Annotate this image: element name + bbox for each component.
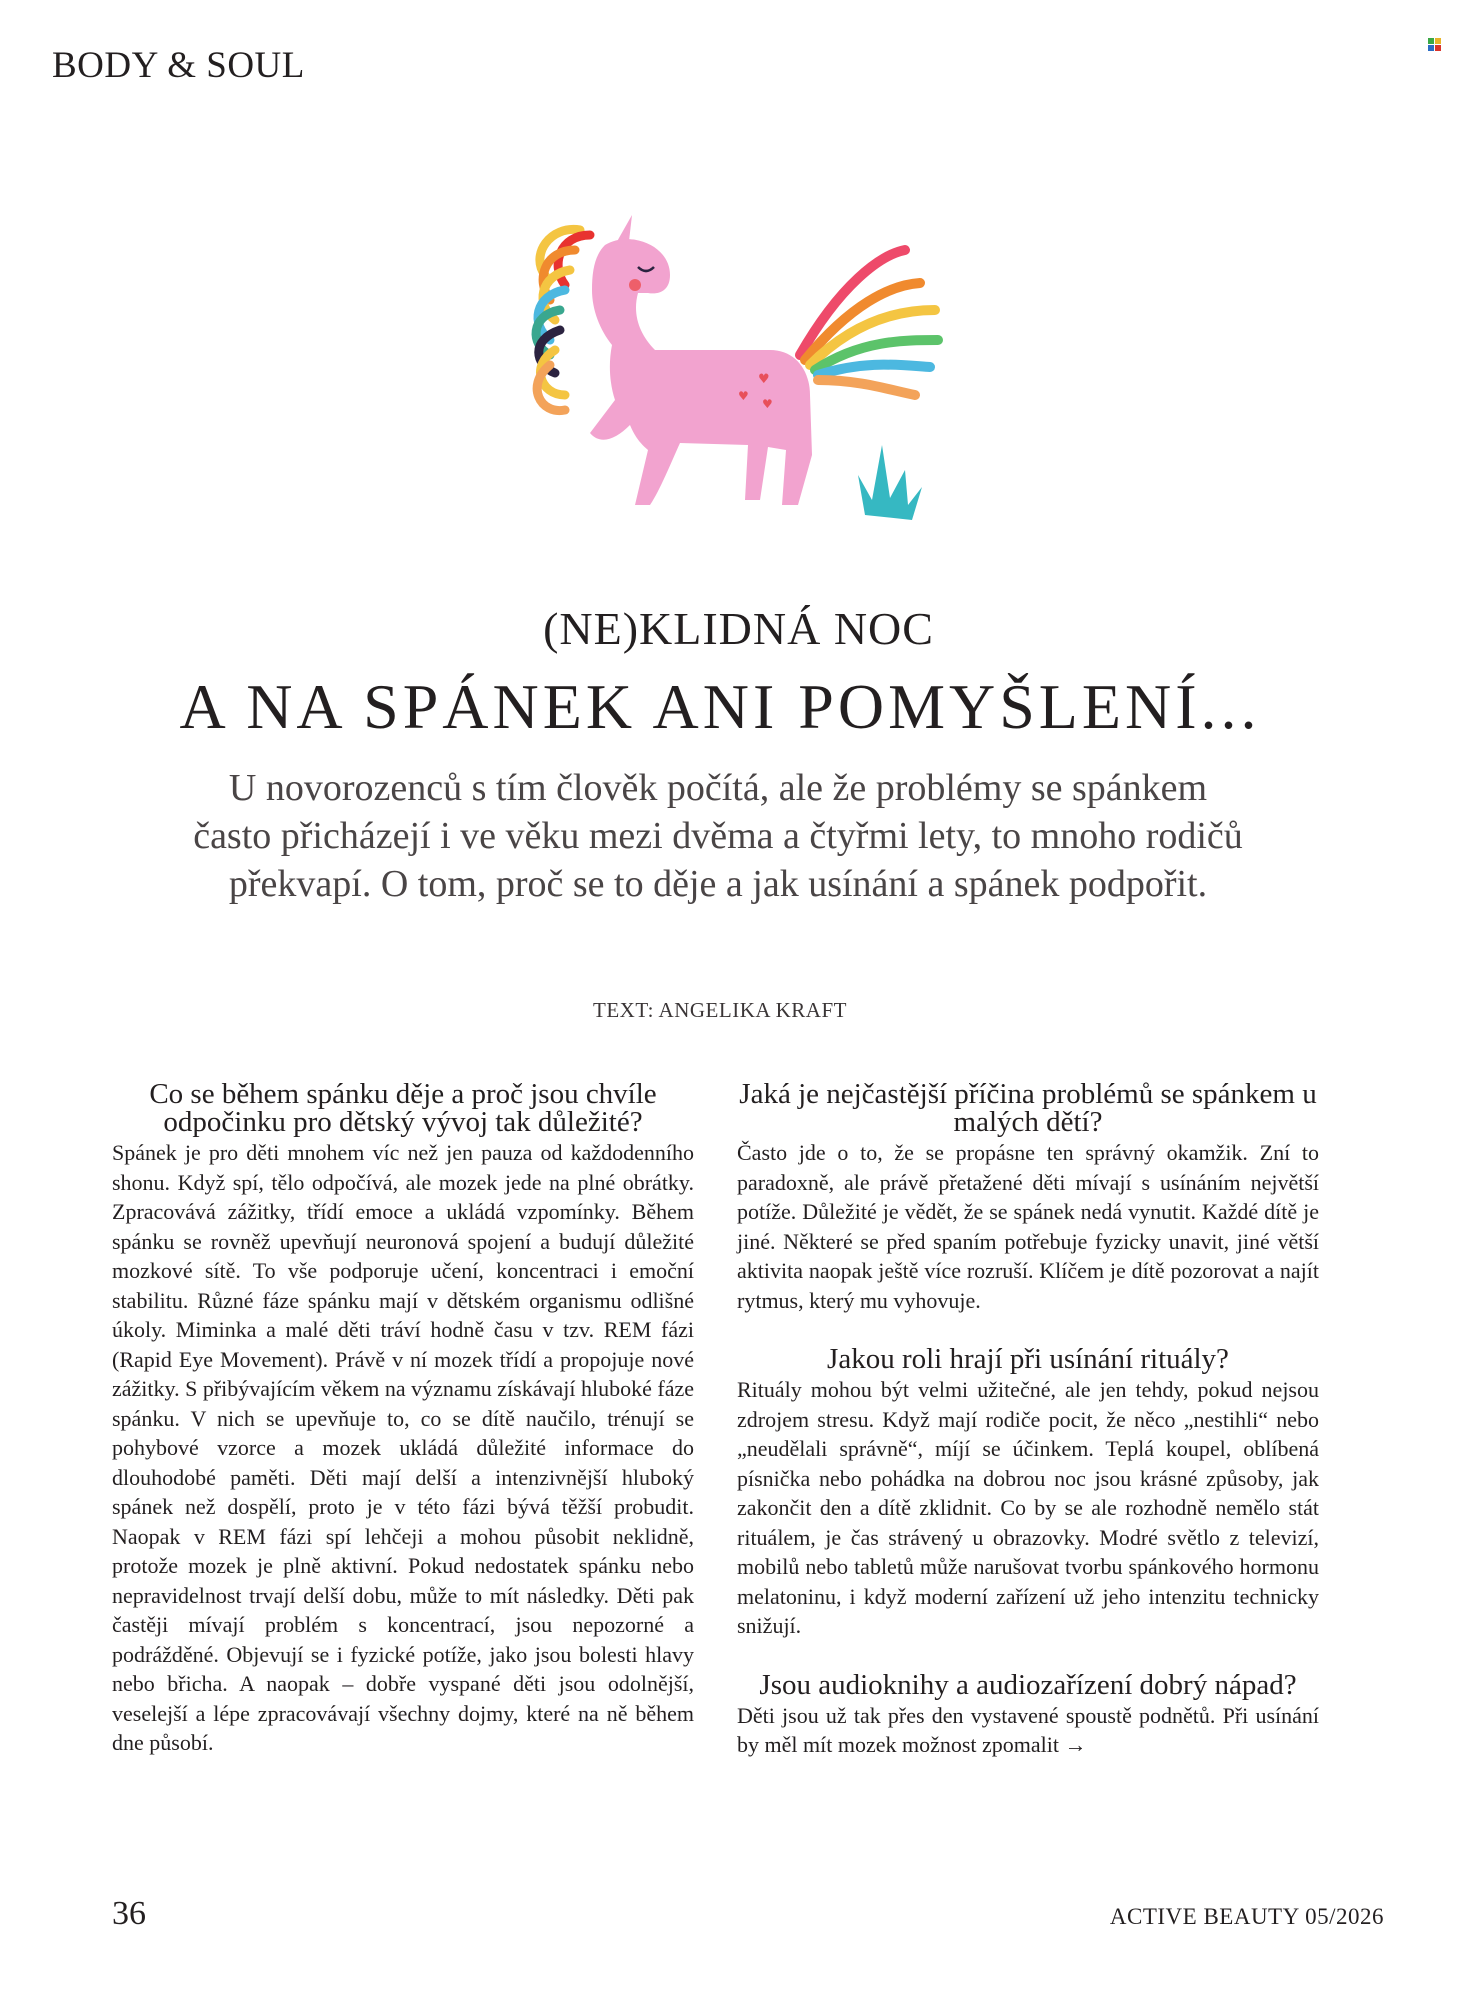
section-heading: Jaká je nejčastější příčina problémů se spánkem u malých dětí? — [739, 1078, 1317, 1138]
article-headline: A NA SPÁNEK ANI POMYŠLENÍ... — [179, 671, 1261, 742]
svg-text:♥: ♥ — [758, 372, 770, 387]
svg-text:♥: ♥ — [738, 389, 749, 403]
section-body: Rituály mohou být velmi užitečné, ale jen tehdy, pokud nejsou zdrojem stresu. Když mají rodiče pocit, že něco „nestihli“ nebo „neudělali správně“, míjí se účinkem. Teplá koupel, oblíbená písnička nebo pohádka na dobrou noc jsou krásné způsoby, jak zakončit den a dítě zklidnit. Co by se ale rozhodně nemělo stát rituálem, je čas strávený u obrazovky. Modré světlo z televizí, mobilů nebo tabletů může narušovat tvorbu spánkového hormonu melatoninu, i když moderní zařízení už jeho intenzitu technicky snižují. — [737, 1377, 1319, 1638]
grass-tuft-icon — [858, 445, 922, 520]
page-number: 36 — [112, 1895, 146, 1932]
article-byline: TEXT: ANGELIKA KRAFT — [593, 998, 847, 1022]
article-standfirst: U novorozenců s tím člověk počítá, ale že problémy se spánkem často přicházejí i ve věku mezi dvěma a čtyřmi lety, to mnoho rodičů překvapí. O tom, proč se to děje a jak usínání a spánek podpořit. — [193, 767, 1243, 905]
section-heading: Jakou roli hrají při usínání rituály? — [827, 1343, 1229, 1375]
unicorn-tail — [800, 250, 938, 395]
section-heading: Co se během spánku děje a proč jsou chvíle odpočinku pro dětský vývoj tak důležité? — [149, 1078, 657, 1138]
section-title: BODY & SOUL — [52, 45, 305, 86]
unicorn-mane — [536, 229, 590, 410]
article-column-left — [112, 1080, 694, 1758]
article-kicker: (NE)KLIDNÁ NOC — [543, 603, 934, 654]
magazine-issue: ACTIVE BEAUTY 05/2026 — [1109, 1904, 1384, 1929]
unicorn-illustration — [520, 215, 980, 575]
section-body: Děti jsou už tak přes den vystavené spoustě podnětů. Při usínání by měl mít mozek možnost zpomalit → — [737, 1702, 1319, 1757]
article-column-right — [737, 1080, 1319, 1760]
section-body: Spánek je pro děti mnohem víc než jen pauza od každodenního shonu. Když spí, tělo odpočívá, ale mozek jede na plné obrátky. Zpracovává zážitky, třídí emoce a ukládá vzpomínky. Během spánku se rovněž upevňují neuronová spojení a budují důležité mozkové sítě. To vše podporuje učení, koncentraci i emoční stabilitu. Různé fáze spánku mají v dětském organismu odlišné úkoly. Miminka a malé děti tráví hodně času v tzv. REM fázi (Rapid Eye Movement). Právě v ní mozek třídí a propojuje nové zážitky. S přibývajícím věkem na významu získávají hluboké fáze spánku. V nich se upevňuje to, co se dítě naučilo, trénují se pohybové vzorce a mozek ukládá důležité informace do dlouhodobé paměti. Děti mají delší a intenzivnější hluboký spánek než dospělí, proto je v této fázi bývá těžší probudit. Naopak v REM fázi spí lehčeji a mohou působit neklidně, protože mozek je plně aktivní. Pokud nedostatek spánku nebo nepravidelnost trvají delší dobu, může to mít následky. Děti pak častěji mívají problém s koncentrací, jsou nepozorné a podrážděné. Objevují se i fyzické potíže, jako jsou bolesti hlavy nebo břicha. A naopak – dobře vyspané děti jsou odolnější, veselejší a lépe zpracovávají všechny dojmy, které na ně během dne působí. — [112, 1140, 694, 1755]
section-body: Často jde o to, že se propásne ten správný okamžik. Zní to paradoxně, ale právě přetažené děti mívají s usínáním největší potíže. Důležité je vědět, že se spánek nedá vynutit. Každé dítě je jiné. Některé se před spaním potřebuje fyzicky unavit, jiné větší aktivita naopak ještě více rozruší. Klíčem je dítě pozorovat a najít rytmus, který mu vyhovuje. — [737, 1140, 1319, 1313]
svg-text:♥: ♥ — [762, 397, 773, 411]
unicorn-body — [590, 215, 812, 505]
section-heading: Jsou audioknihy a audiozařízení dobrý nápad? — [759, 1668, 1297, 1701]
unicorn-cheek — [629, 279, 641, 291]
corner-logo-icon — [1428, 38, 1442, 52]
